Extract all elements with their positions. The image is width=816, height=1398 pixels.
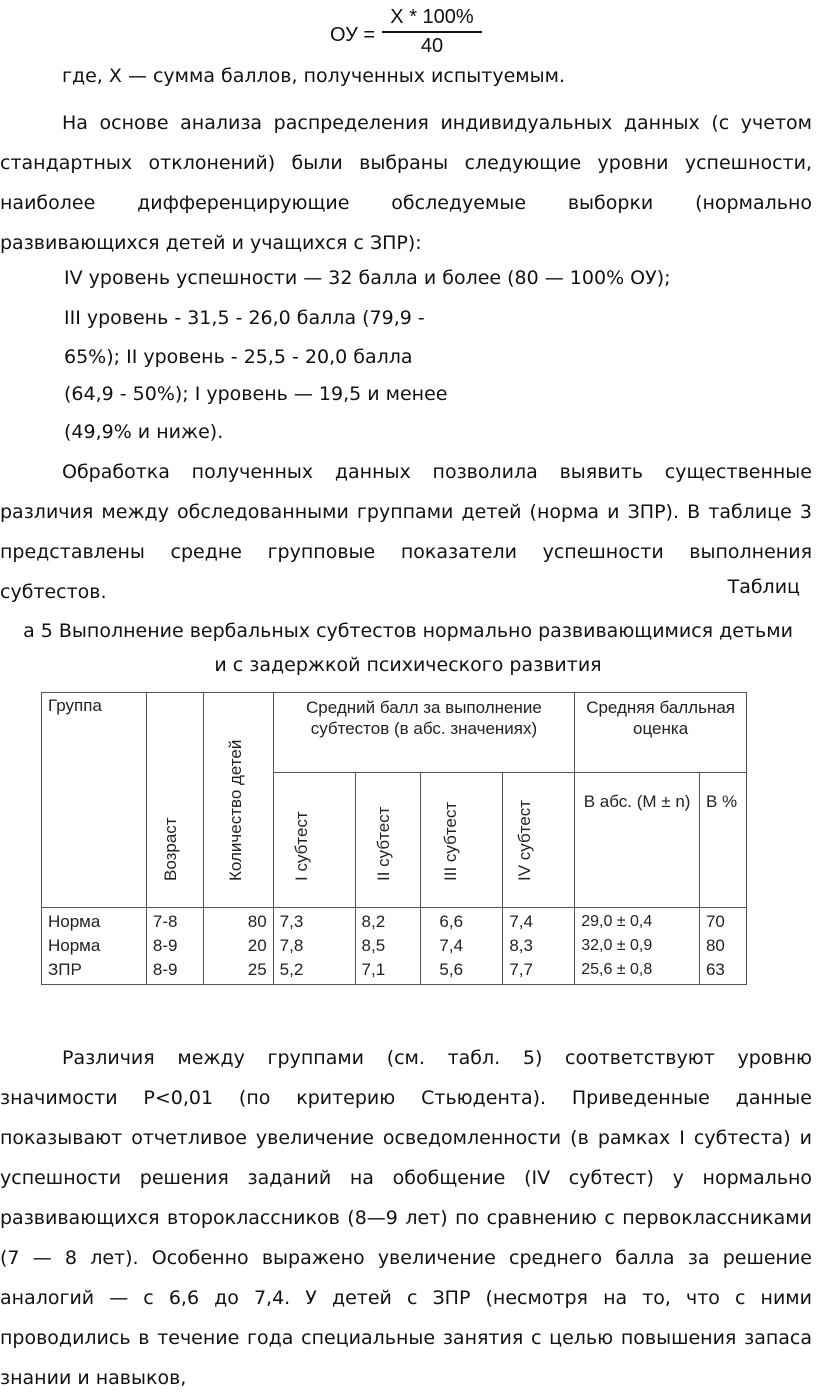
header-sub4: IV субтест	[515, 799, 535, 881]
cell-sub2: 8,2	[361, 912, 386, 931]
cell-sub2: 7,1	[361, 960, 386, 979]
header-pct: В %	[699, 773, 746, 908]
header-sub4-cell	[503, 773, 575, 908]
table-caption-line-1: а 5 Выполнение вербальных субтестов нормально развивающимися детьми	[23, 620, 793, 642]
cell-count: 80	[247, 912, 267, 931]
formula-explanation: где, X — сумма баллов, полученных испытуемым.	[62, 65, 565, 87]
formula-denominator: 40	[420, 35, 444, 57]
paragraph-differences: Различия между группами (см. табл. 5) соответствуют уровню значимости P<0,01 (по критерию Стьюдента). Приведенные данные показывают отчетливое увеличение осведомленности (в рамках I субтеста) и успешности решения заданий на обобщение (IV субтест) у нормально развивающихся второклассников (8—9 лет) по сравнению с первоклассниками (7 — 8 лет). Особенно выражено увеличение среднего балла за решение аналогий — с 6,6 до 7,4. У детей с ЗПР (несмотря на то, что с ними проводились в течение года специальные занятия с целью повышения запаса знании и навыков,	[0, 1047, 812, 1389]
cell-sub3: 7,4	[439, 936, 464, 955]
cell-abs: 29,0 ± 0,4	[581, 913, 653, 930]
formula-lhs: ОУ =	[330, 24, 376, 46]
header-sub3: III субтест	[441, 801, 461, 881]
col-sub3	[421, 908, 503, 985]
cell-sub1: 7,8	[279, 936, 304, 955]
cell-sub4: 7,4	[509, 912, 533, 931]
cell-abs: 25,6 ± 0,8	[581, 961, 653, 978]
header-sub3-cell	[421, 773, 503, 908]
level-line-4: (64,9 - 50%); I уровень — 19,5 и менее	[64, 383, 448, 405]
table-caption-prefix: Таблиц	[727, 576, 800, 598]
header-score: Средняя балльная оценка	[575, 693, 747, 773]
header-age: Возраст	[160, 817, 180, 881]
cell-sub4: 8,3	[509, 936, 533, 955]
header-average: Средний балл за выполнение субтестов (в абс. значениях)	[273, 693, 575, 773]
cell-group: ЗПР	[48, 960, 82, 979]
cell-sub1: 7,3	[279, 912, 304, 931]
cell-age: 8-9	[152, 936, 178, 955]
cell-pct: 80	[705, 936, 725, 955]
level-line-1: IV уровень успешности — 32 балла и более (80 — 100% ОУ);	[64, 267, 671, 289]
header-sub1-cell	[273, 773, 355, 908]
formula-numerator: X * 100%	[382, 6, 482, 33]
cell-age: 8-9	[152, 960, 178, 979]
col-groups	[42, 908, 147, 985]
cell-pct: 63	[705, 960, 725, 979]
cell-count: 20	[247, 936, 267, 955]
cell-group: Норма	[48, 936, 101, 955]
table-data-row	[42, 908, 747, 985]
level-line-3: 65%); II уровень - 25,5 - 20,0 балла	[64, 346, 413, 368]
cell-age: 7-8	[152, 912, 178, 931]
cell-sub4: 7,7	[509, 960, 533, 979]
col-sub1	[273, 908, 355, 985]
level-line-2: III уровень - 31,5 - 26,0 балла (79,9 -	[64, 307, 425, 329]
header-abs: В абс. (М ± n)	[575, 773, 700, 908]
cell-sub3: 6,6	[439, 912, 464, 931]
col-ages	[146, 908, 203, 985]
cell-sub2: 8,5	[361, 936, 386, 955]
cell-abs: 32,0 ± 0,9	[581, 937, 653, 954]
header-sub2-cell	[355, 773, 421, 908]
cell-group: Норма	[48, 912, 101, 931]
paragraph-levels-intro: На основе анализа распределения индивидуальных данных (с учетом стандартных отклонений) были выбраны следующие уровни успешности, наиболее дифференцирующие обследуемые выборки (нормально развивающихся детей и учащихся с ЗПР):	[0, 112, 812, 254]
cell-sub1: 5,2	[279, 960, 304, 979]
cell-count: 25	[247, 960, 267, 979]
header-count: Количество детей	[225, 739, 245, 881]
cell-pct: 70	[705, 912, 725, 931]
header-age-cell	[146, 693, 203, 908]
header-sub1: I субтест	[291, 811, 311, 881]
level-line-5: (49,9% и ниже).	[64, 421, 224, 443]
table-caption-line-2: и с задержкой психического развития	[214, 654, 602, 676]
col-abs	[575, 908, 700, 985]
formula-fraction	[382, 6, 482, 58]
col-counts	[203, 908, 273, 985]
results-table	[41, 692, 747, 985]
paragraph-processing: Обработка полученных данных позволила выявить существенные различия между обследованными группами детей (норма и ЗПР). В таблице 3 представлены средне групповые показатели успешности выполнения субтестов.	[0, 461, 812, 603]
header-group: Группа	[42, 693, 147, 908]
col-pct	[699, 908, 746, 985]
header-count-cell	[203, 693, 273, 908]
col-sub4	[503, 908, 575, 985]
header-sub2: II субтест	[373, 806, 393, 881]
col-sub2	[355, 908, 421, 985]
cell-sub3: 5,6	[439, 960, 464, 979]
